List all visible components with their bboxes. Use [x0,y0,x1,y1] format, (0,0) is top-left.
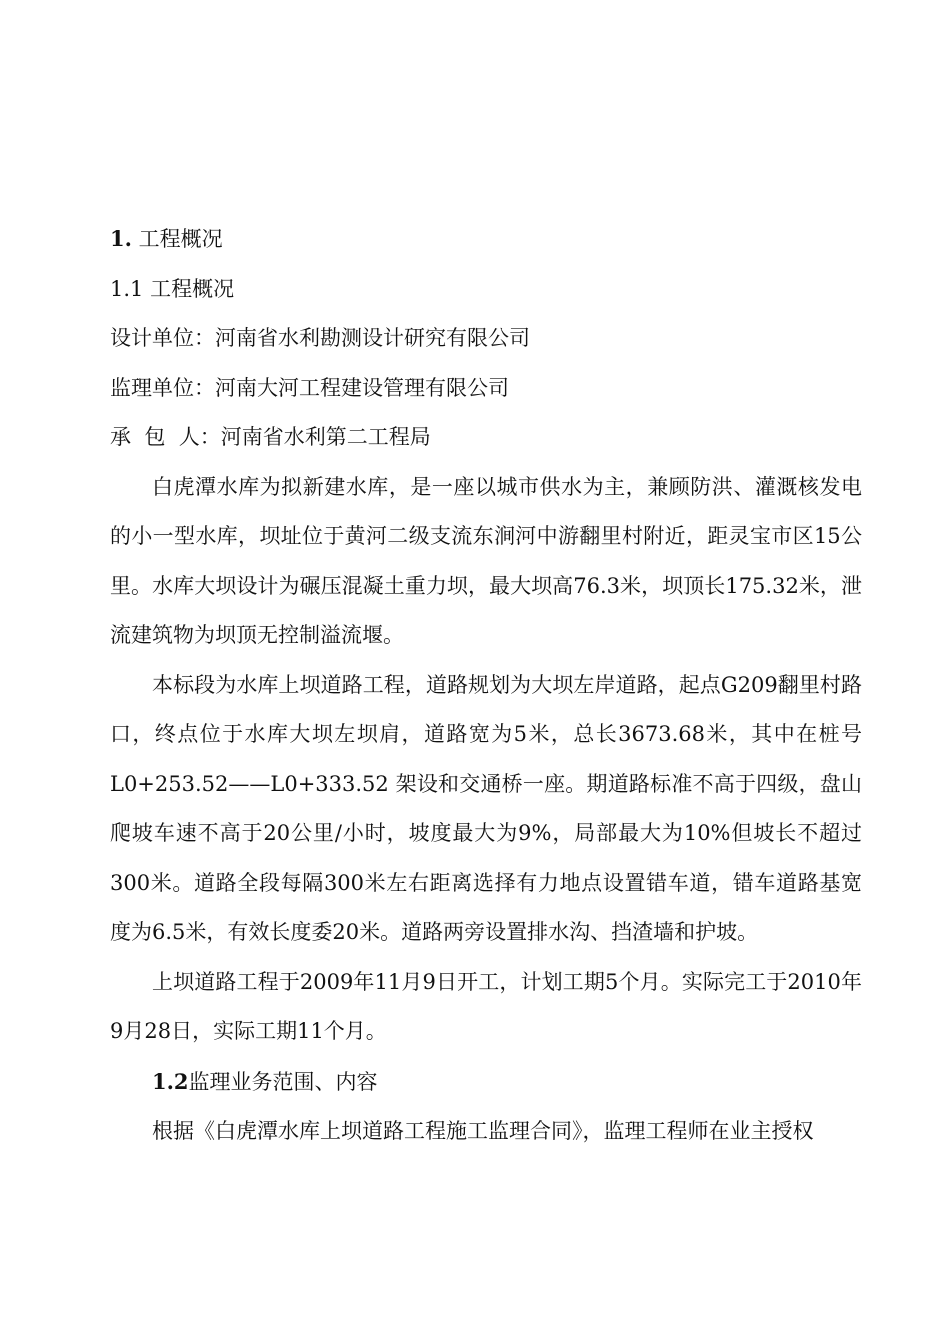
paragraph-schedule: 上坝道路工程于2009年11月9日开工，计划工期5个月。实际完工于2010年9月28日，实际工期11个月。 [110,969,862,1043]
subsection-heading-1-1: 1.1 工程概况 [110,276,235,301]
contractor-line: 承 包 人：河南省水利第二工程局 [110,425,431,449]
paragraph-road: 本标段为水库上坝道路工程，道路规划为大坝左岸道路，起点G209翻里村路口，终点位于水库大坝左坝肩，道路宽为5米，总长3673.68米，其中在桩号 L0+253.52——L0+333.52 架设和交通桥一座。期道路标准不高于四级，盘山爬坡车速不高于20公里/小时，坡度最大为9%，局部最大为10%但坡长不超过300米。道路全段每隔300米左右距离选择有力地点设置错车道，错车道路基宽度为6.5米，有效长度委20米。道路两旁设置排水沟、挡渣墙和护坡。 [110,672,862,944]
document-body [110,214,862,1157]
section-title: 工程概况 [138,227,223,251]
subsection-title: 监理业务范围、内容 [188,1069,378,1094]
subsection-heading-1-2 [110,1057,862,1108]
paragraph-contract: 根据《白虎潭水库上坝道路工程施工监理合同》，监理工程师在业主授权 [152,1119,814,1143]
paragraph-reservoir: 白虎潭水库为拟新建水库，是一座以城市供水为主，兼顾防洪、灌溉核发电的小一型水库，坝址位于黄河二级支流东涧河中游翻里村附近，距灵宝市区15公里。水库大坝设计为碾压混凝土重力坝，最大坝高76.3米，坝顶长175.32米，泄流建筑物为坝顶无控制溢流堰。 [110,474,862,647]
supervisor-line: 监理单位：河南大河工程建设管理有限公司 [110,375,509,400]
section-number: 1. [110,226,132,251]
subsection-number: 1.2 [152,1068,189,1094]
designer-line: 设计单位：河南省水利勘测设计研究有限公司 [110,326,530,350]
section-heading [110,214,862,265]
